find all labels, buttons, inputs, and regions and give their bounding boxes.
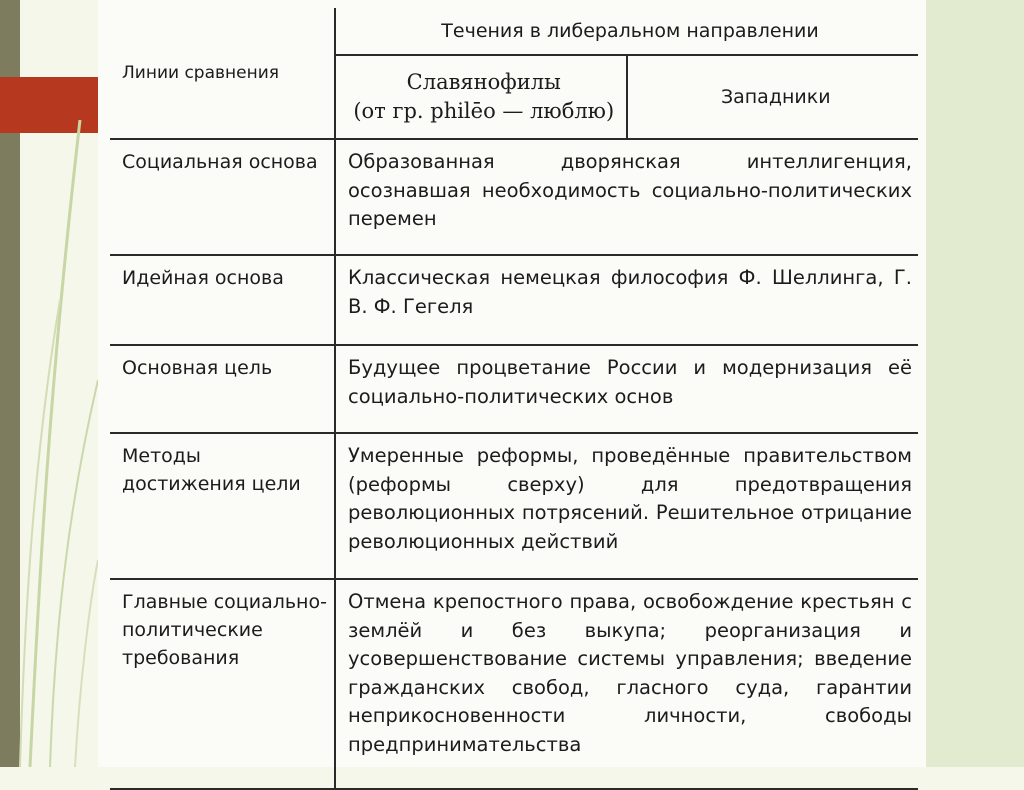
row-label: Главные социально-политические требования <box>110 579 335 789</box>
row-label: Социальная основа <box>110 139 335 255</box>
row-label: Идейная основа <box>110 255 335 345</box>
table-row <box>110 579 918 789</box>
table-row <box>110 433 918 579</box>
comparison-table <box>110 8 918 790</box>
liberal-trends-header: Течения в либеральном направлении <box>335 8 918 55</box>
row-label: Методы достижения цели <box>110 433 335 579</box>
row-content: Будущее процветание России и модернизация её социально-политических основ <box>335 345 918 433</box>
westerners-header: Западники <box>627 55 919 139</box>
grass-decoration <box>0 0 110 767</box>
slavophiles-header <box>335 55 627 139</box>
slavophiles-title: Славянофилы <box>406 70 561 94</box>
row-content: Образованная дворянская интеллигенция, осознавшая необходимость социально-политических перемен <box>335 139 918 255</box>
table-row <box>110 345 918 433</box>
slavophiles-etymology: (от гр. philēo — люблю) <box>353 99 615 123</box>
row-label: Основная цель <box>110 345 335 433</box>
row-content: Умеренные реформы, проведённые правительством (реформы сверху) для предотвращения революционных потрясений. Решительное отрицание революционных действий <box>335 433 918 579</box>
right-decor-panel <box>926 0 1024 767</box>
row-content: Отмена крепостного права, освобождение крестьян с землёй и без выкупа; реорганизация и усовершенствование системы управления; введение гражданских свобод, гласного суда, гарантии неприкосновенности личности, свободы предпринимательства <box>335 579 918 789</box>
row-content: Классическая немецкая философия Ф. Шеллинга, Г. В. Ф. Гегеля <box>335 255 918 345</box>
table-row <box>110 255 918 345</box>
lines-of-comparison-header: Линии сравнения <box>110 8 335 139</box>
document-sheet <box>98 0 926 767</box>
table-row <box>110 139 918 255</box>
